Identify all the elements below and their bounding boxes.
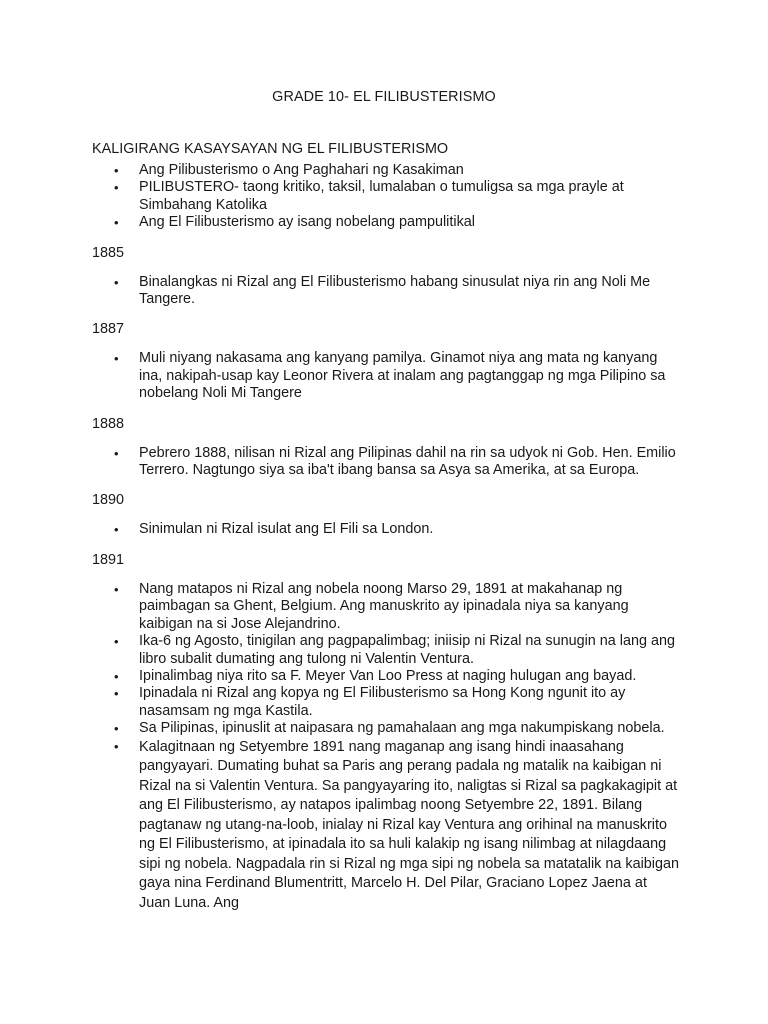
year-label-1885: 1885	[92, 244, 125, 261]
year-label-1891: 1891	[92, 551, 125, 568]
intro-bullet-list	[92, 162, 682, 232]
list-item	[114, 738, 682, 914]
list-item-text: Ang El Filibusterismo ay isang nobelang pampulitikal	[139, 214, 475, 231]
bullet-list-1891	[92, 581, 682, 913]
list-item	[114, 521, 682, 538]
page-title: GRADE 10- EL FILIBUSTERISMO	[272, 89, 496, 105]
year-label-1887: 1887	[92, 321, 125, 338]
list-item-text: Muli niyang nakasama ang kanyang pamilya. Ginamot niya ang mata ng kanyang ina, nakipah-usap kay Leonor Rivera at inalam ang pagtanggap ng mga Pilipino sa nobelang Noli Mi Tangere	[139, 350, 666, 402]
list-item-text: PILIBUSTERO- taong kritiko, taksil, lumalaban o tumuligsa sa mga prayle at Simbahang Katolika	[139, 179, 624, 213]
list-item-text: Ika-6 ng Agosto, tinigilan ang pagpapalimbag; iniisip ni Rizal na sunugin na lang ang libro subalit dumating ang tulong ni Valentin Ventura.	[139, 633, 676, 667]
list-item-text: Sa Pilipinas, ipinuslit at naipasara ng pamahalaan ang mga nakumpiskang nobela.	[139, 720, 665, 737]
section-heading: KALIGIRANG KASAYSAYAN NG EL FILIBUSTERISMO	[92, 141, 449, 157]
bullet-icon: •	[114, 351, 119, 367]
list-item-text: Ipinadala ni Rizal ang kopya ng El Filibusterismo sa Hong Kong ngunit ito ay nasamsam ng mga Kastila.	[139, 685, 626, 719]
bullet-icon: •	[114, 634, 119, 650]
bullet-icon: •	[114, 274, 119, 290]
list-item-text: Pebrero 1888, nilisan ni Rizal ang Pilipinas dahil na rin sa udyok ni Gob. Hen. Emilio Terrero. Nagtungo siya sa iba't ibang bansa sa Asya sa Amerika, at sa Europa.	[139, 444, 676, 479]
bullet-icon: •	[114, 686, 119, 702]
year-label-1890: 1890	[92, 492, 125, 509]
bullet-icon: •	[114, 215, 119, 231]
bullet-list-1885	[92, 274, 682, 309]
list-item-text: Sinimulan ni Rizal isulat ang El Fili sa London.	[139, 521, 434, 538]
bullet-list-1890	[92, 521, 682, 538]
bullet-icon: •	[114, 180, 119, 196]
bullet-list-1888	[92, 445, 682, 480]
bullet-icon: •	[114, 522, 119, 538]
list-item	[114, 667, 682, 685]
list-item-text: Nang matapos ni Rizal ang nobela noong Marso 29, 1891 at makahanap ng paimbagan sa Ghent, Belgium. Ang manuskrito ay ipinadala niya sa kanyang kaibigan na si Jose Alejandrino.	[139, 580, 629, 632]
list-item	[114, 214, 682, 231]
list-item	[114, 580, 682, 633]
list-item-text: Ipinalimbag niya rito sa F. Meyer Van Loo Press at naging hulugan ang bayad.	[139, 667, 637, 684]
list-item	[114, 273, 682, 309]
list-item-text: Kalagitnaan ng Setyembre 1891 nang maganap ang isang hindi inaasahang pangyayari. Dumating buhat sa Paris ang perang padala ng matalik na kaibigan ni Rizal na si Valentin Ventura. Sa pangyayaring ito, naligtas si Rizal sa pagkakagipit at ang El Filibusterismo, ay natapos ipalimbag noong Setyembre 22, 1891. Bilang pagtanaw ng utang-na-loob, inialay ni Rizal kay Ventura ang orihinal na manuskrito ng El Filibusterismo, at ipinadala ito sa huli kalakip ng isang nilimbag at nilagdaang sipi ng nobela. Nagpadala rin si Rizal ng mga sipi ng nobela sa matatalik na kaibigan gaya nina Ferdinand Blumentritt, Marcelo H. Del Pilar, Graciano Lopez Jaena at Juan Luna. Ang	[139, 738, 679, 911]
bullet-icon: •	[114, 668, 119, 684]
bullet-icon: •	[114, 738, 119, 754]
list-item	[114, 685, 682, 720]
bullet-icon: •	[114, 445, 119, 461]
bullet-icon: •	[114, 581, 119, 597]
list-item	[114, 162, 682, 179]
bullet-icon: •	[114, 721, 119, 737]
bullet-icon: •	[114, 163, 119, 178]
list-item	[114, 720, 682, 737]
list-item	[114, 444, 682, 480]
list-item	[114, 633, 682, 668]
list-item	[114, 179, 682, 214]
list-item-text: Ang Pilibusterismo o Ang Paghahari ng Kasakiman	[139, 162, 464, 178]
list-item	[114, 350, 682, 402]
bullet-list-1887	[92, 350, 682, 402]
list-item-text: Binalangkas ni Rizal ang El Filibusterismo habang sinusulat niya rin ang Noli Me Tangere.	[139, 273, 651, 308]
document-body	[92, 140, 682, 913]
year-label-1888: 1888	[92, 415, 125, 432]
